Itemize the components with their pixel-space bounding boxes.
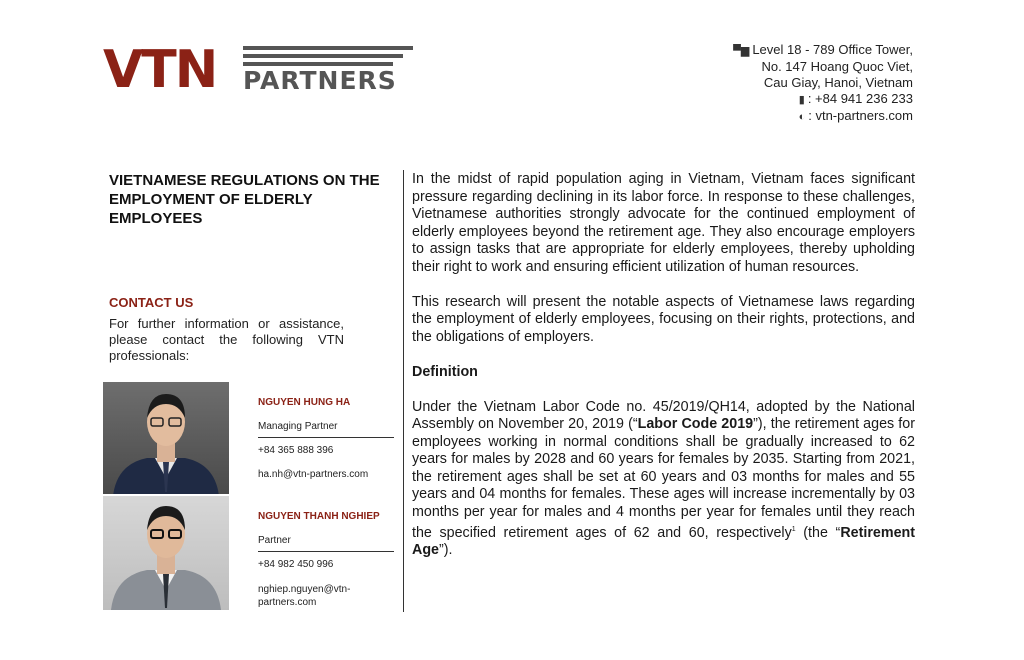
prof2-name: NGUYEN THANH NGHIEP <box>258 511 380 522</box>
contact-heading: CONTACT US <box>109 295 194 310</box>
intro-paragraph: In the midst of rapid population aging in Vietnam, Vietnam faces significant pressure regarding declining in its labor force. In response to these challenges, Vietnamese authorities strongly advocate for the continued employment of elderly employees beyond the retirement age. They also encourage employers to assign tasks that are appropriate for elderly employees, thereby upholding their right to work and ensuring efficient utilization of human resources. <box>412 171 915 275</box>
address-phone: ▮ : +84 941 236 233 <box>798 91 913 106</box>
photo-nguyen-hung-ha <box>103 382 229 494</box>
photo-nguyen-thanh-nghiep <box>103 496 229 610</box>
prof2-role: Partner <box>258 535 291 546</box>
column-divider <box>403 170 404 612</box>
person-portrait-2 <box>103 496 229 610</box>
logo-vtn-text: VTN <box>103 40 217 100</box>
prof1-name: NGUYEN HUNG HA <box>258 397 351 408</box>
building-icon: ▀▆ <box>733 45 750 57</box>
address-line-1: ▀▆ Level 18 - 789 Office Tower, <box>733 42 913 57</box>
prof1-divider <box>258 437 394 438</box>
definition-heading: Definition <box>412 363 478 380</box>
prof2-phone: +84 982 450 996 <box>258 559 334 570</box>
contact-text: For further information or assistance, please contact the following VTN professionals: <box>109 316 344 363</box>
globe-icon: ◐ <box>798 111 806 123</box>
prof1-phone: +84 365 888 396 <box>258 445 334 456</box>
document-title: VIETNAMESE REGULATIONS ON THE EMPLOYMENT OF ELDERLY EMPLOYEES <box>109 172 380 227</box>
address-block <box>733 42 913 125</box>
footnote-marker[interactable]: 1 <box>791 526 796 533</box>
address-web[interactable]: ◐ : vtn-partners.com <box>798 108 913 123</box>
body-content <box>412 171 915 577</box>
person-portrait-1 <box>103 382 229 494</box>
definition-paragraph: Under the Vietnam Labor Code no. 45/2019/QH14, adopted by the National Assembly on November 20, 2019 (“Labor Code 2019”), the retirement ages for employees working in normal conditions shall be gradually increased to 62 years for males by 2028 and 60 years for females by 2035. Starting from 2021, the retirement ages shall be set at 60 years and 03 months for males and 55 years and 04 months for females. These ages will increase incrementally by 03 months per year for males and 4 months per year for females until they reach the specified retirement ages of 62 and 60, respectively$^1$ (the “Retirement Age”). <box>412 398 916 559</box>
vtn-partners-logo <box>103 40 415 100</box>
address-line-2: No. 147 Hoang Quoc Viet, <box>761 59 913 74</box>
logo-partners-text: PARTNERS <box>243 66 397 95</box>
prof2-email[interactable]: nghiep.nguyen@vtn-partners.com <box>258 584 351 608</box>
research-paragraph: This research will present the notable aspects of Vietnamese laws regarding the employment of elderly employees, focusing on their rights, protections, and the obligations of employers. <box>412 293 915 345</box>
address-line-3: Cau Giay, Hanoi, Vietnam <box>763 75 913 90</box>
prof1-email[interactable]: ha.nh@vtn-partners.com <box>258 469 369 480</box>
phone-icon: ▮ <box>798 94 805 106</box>
prof1-role: Managing Partner <box>258 421 338 432</box>
prof2-divider <box>258 551 394 552</box>
